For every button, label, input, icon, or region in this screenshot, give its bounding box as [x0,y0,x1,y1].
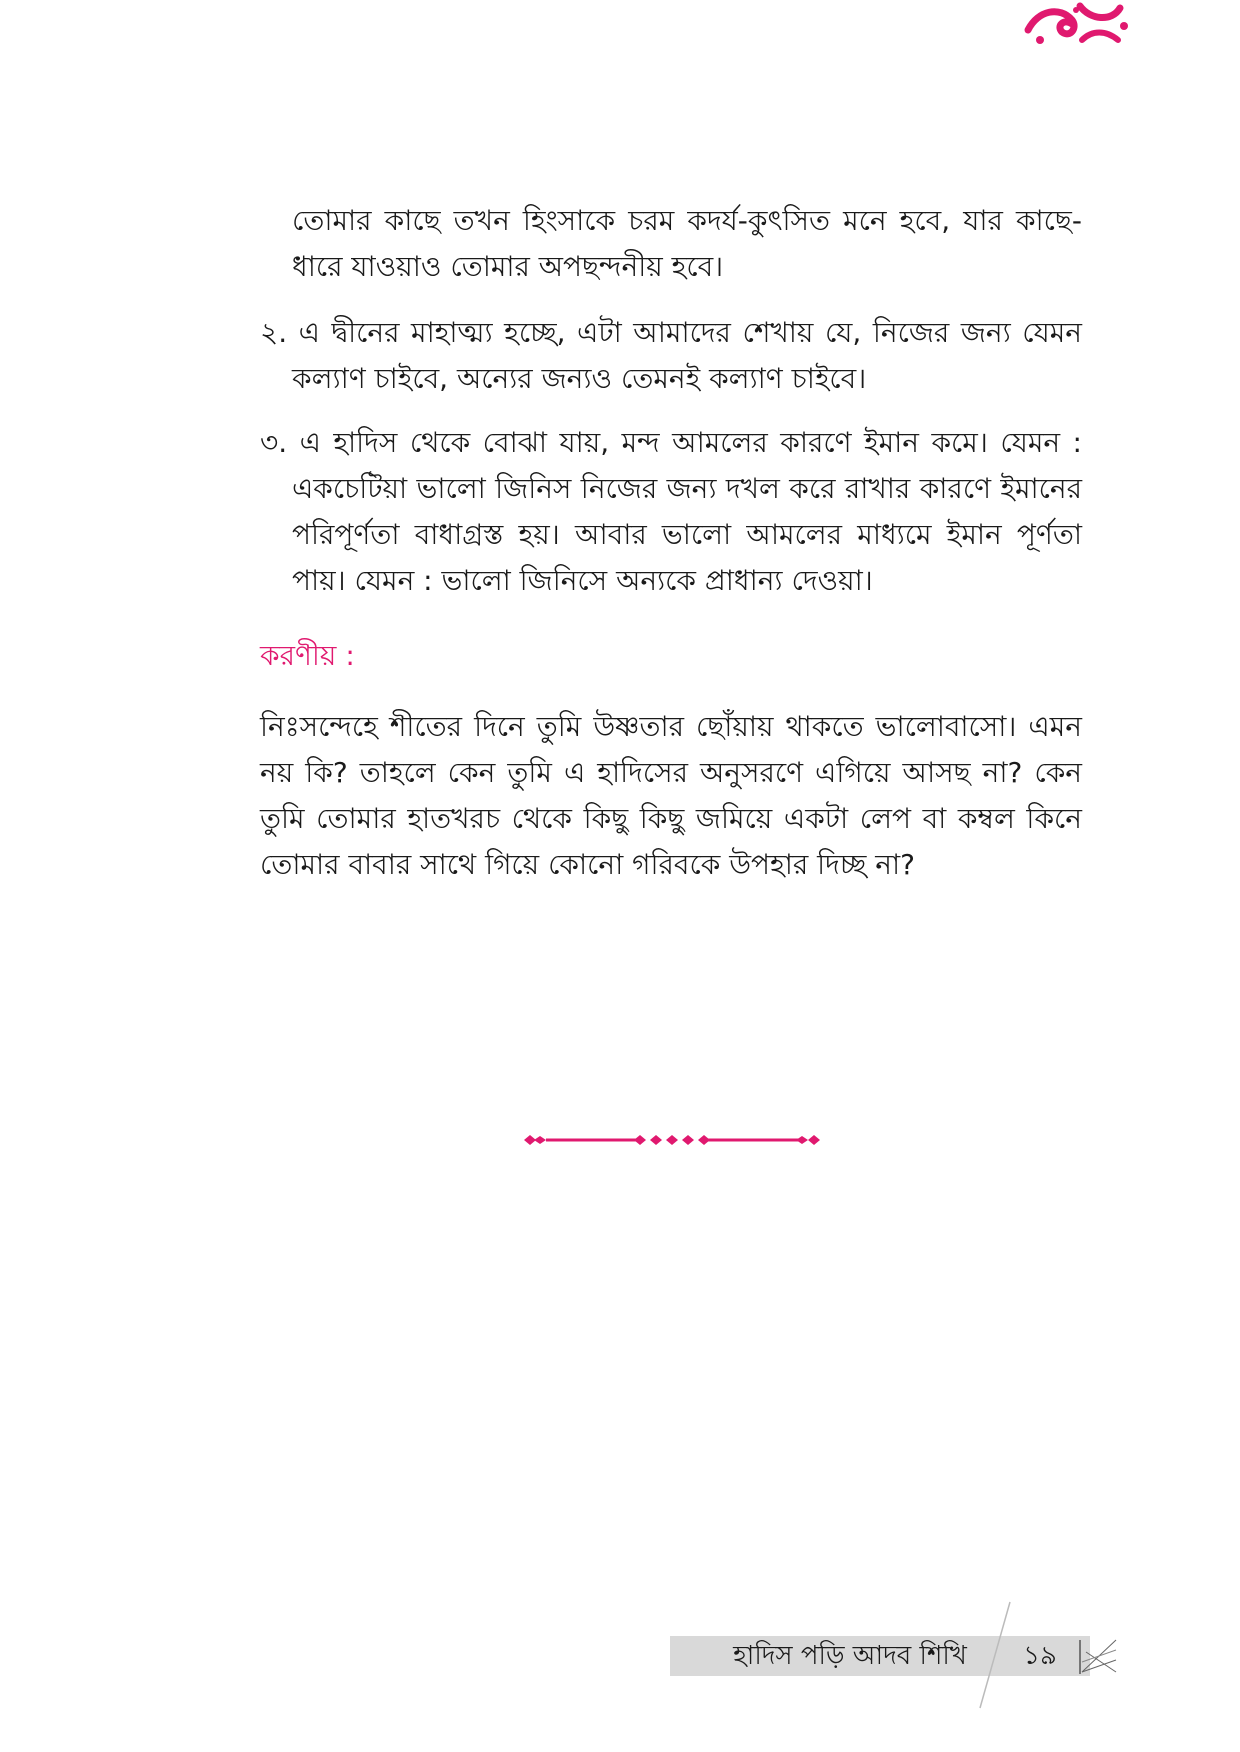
section-heading: করণীয় : [260,639,355,672]
action-paragraph: নিঃসন্দেহে শীতের দিনে তুমি উষ্ণতার ছোঁয়ায় থাকতে ভালোবাসো। এমন নয় কি? তাহলে কেন তুমি এ হাদিসের অনুসরণে এগিয়ে আসছ না? কেন তুমি তোমার হাতখরচ থেকে কিছু কিছু জমিয়ে একটা লেপ বা কম্বল কিনে তোমার বাবার সাথে গিয়ে কোনো গরিবকে উপহার দিচ্ছ না? [260,710,1082,881]
floral-ornament-icon [1020,0,1130,48]
ornamental-divider-icon [522,1130,822,1150]
point-2-paragraph: ২. এ দ্বীনের মাহাত্ম্য হচ্ছে, এটা আমাদের শেখায় যে, নিজের জন্য যেমন কল্যাণ চাইবে, অন্যের জন্যও তেমনই কল্যাণ চাইবে। [260,316,1082,395]
intro-paragraph: তোমার কাছে তখন হিংসাকে চরম কদর্য-কুৎসিত মনে হবে, যার কাছে-ধারে যাওয়াও তোমার অপছন্দনীয় হবে। [292,204,1082,283]
page-number: ১৯ [1023,1641,1057,1671]
book-title: হাদিস পড়ি আদব শিখি [733,1641,967,1671]
point-3-paragraph: ৩. এ হাদিস থেকে বোঝা যায়, মন্দ আমলের কারণে ইমান কমে। যেমন : একচেটিয়া ভালো জিনিস নিজের জন্য দখল করে রাখার কারণে ইমানের পরিপূর্ণতা বাধাগ্রস্ত হয়। আবার ভালো আমলের মাধ্যমে ইমান পূর্ণতা পায়। যেমন : ভালো জিনিসে অন্যকে প্রাধান্য দেওয়া। [260,426,1082,597]
